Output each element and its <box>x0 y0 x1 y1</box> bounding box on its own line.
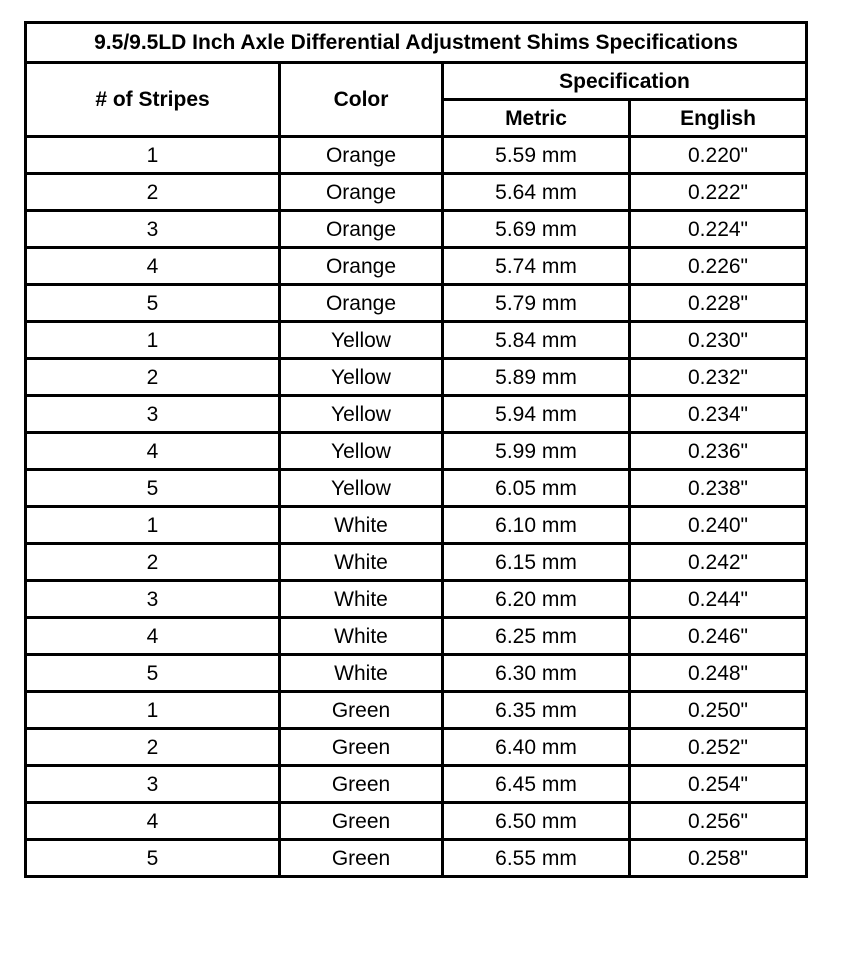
cell-english: 0.254" <box>630 766 807 803</box>
cell-color: White <box>280 655 443 692</box>
cell-stripes: 5 <box>26 285 280 322</box>
cell-color: Green <box>280 692 443 729</box>
table-row <box>26 581 807 618</box>
table-row <box>26 248 807 285</box>
cell-color: Green <box>280 803 443 840</box>
cell-color: Orange <box>280 248 443 285</box>
cell-stripes: 3 <box>26 766 280 803</box>
cell-metric: 5.94 mm <box>443 396 630 433</box>
cell-color: Orange <box>280 174 443 211</box>
cell-stripes: 1 <box>26 507 280 544</box>
cell-english: 0.242" <box>630 544 807 581</box>
cell-stripes: 4 <box>26 433 280 470</box>
cell-english: 0.240" <box>630 507 807 544</box>
cell-stripes: 2 <box>26 174 280 211</box>
cell-stripes: 3 <box>26 581 280 618</box>
cell-metric: 6.30 mm <box>443 655 630 692</box>
cell-metric: 5.69 mm <box>443 211 630 248</box>
table-row <box>26 433 807 470</box>
cell-metric: 6.40 mm <box>443 729 630 766</box>
cell-english: 0.248" <box>630 655 807 692</box>
cell-english: 0.222" <box>630 174 807 211</box>
cell-color: Yellow <box>280 433 443 470</box>
table-row <box>26 285 807 322</box>
cell-color: White <box>280 618 443 655</box>
table-row <box>26 507 807 544</box>
cell-stripes: 1 <box>26 137 280 174</box>
cell-english: 0.246" <box>630 618 807 655</box>
cell-english: 0.230" <box>630 322 807 359</box>
cell-color: Orange <box>280 137 443 174</box>
cell-stripes: 4 <box>26 618 280 655</box>
cell-english: 0.226" <box>630 248 807 285</box>
cell-color: Green <box>280 840 443 877</box>
cell-metric: 5.99 mm <box>443 433 630 470</box>
table-title: 9.5/9.5LD Inch Axle Differential Adjustment Shims Specifications <box>26 23 807 63</box>
cell-metric: 6.50 mm <box>443 803 630 840</box>
cell-color: Yellow <box>280 322 443 359</box>
table-row <box>26 840 807 877</box>
table-row <box>26 766 807 803</box>
cell-english: 0.244" <box>630 581 807 618</box>
cell-stripes: 5 <box>26 470 280 507</box>
cell-color: Green <box>280 766 443 803</box>
table-row <box>26 137 807 174</box>
table-row <box>26 359 807 396</box>
cell-color: White <box>280 544 443 581</box>
table-row <box>26 322 807 359</box>
cell-color: Yellow <box>280 359 443 396</box>
header-color: Color <box>280 63 443 137</box>
table-row <box>26 729 807 766</box>
cell-metric: 6.55 mm <box>443 840 630 877</box>
cell-color: Yellow <box>280 470 443 507</box>
cell-metric: 6.05 mm <box>443 470 630 507</box>
cell-english: 0.238" <box>630 470 807 507</box>
cell-metric: 6.10 mm <box>443 507 630 544</box>
cell-color: White <box>280 507 443 544</box>
cell-english: 0.224" <box>630 211 807 248</box>
cell-stripes: 1 <box>26 692 280 729</box>
cell-stripes: 4 <box>26 803 280 840</box>
table-body <box>26 137 807 877</box>
cell-english: 0.236" <box>630 433 807 470</box>
shim-spec-table <box>24 21 808 878</box>
cell-metric: 5.59 mm <box>443 137 630 174</box>
header-stripes: # of Stripes <box>26 63 280 137</box>
cell-metric: 5.74 mm <box>443 248 630 285</box>
header-english: English <box>630 100 807 137</box>
table-row <box>26 618 807 655</box>
cell-stripes: 3 <box>26 396 280 433</box>
cell-metric: 5.84 mm <box>443 322 630 359</box>
header-metric: Metric <box>443 100 630 137</box>
cell-english: 0.250" <box>630 692 807 729</box>
cell-color: Yellow <box>280 396 443 433</box>
cell-stripes: 2 <box>26 729 280 766</box>
cell-color: Green <box>280 729 443 766</box>
cell-english: 0.256" <box>630 803 807 840</box>
header-specification: Specification <box>443 63 807 100</box>
cell-stripes: 1 <box>26 322 280 359</box>
cell-stripes: 5 <box>26 840 280 877</box>
cell-english: 0.228" <box>630 285 807 322</box>
cell-stripes: 3 <box>26 211 280 248</box>
cell-metric: 5.79 mm <box>443 285 630 322</box>
cell-english: 0.258" <box>630 840 807 877</box>
cell-color: Orange <box>280 285 443 322</box>
cell-color: White <box>280 581 443 618</box>
cell-english: 0.220" <box>630 137 807 174</box>
table-row <box>26 470 807 507</box>
table-row <box>26 396 807 433</box>
cell-metric: 6.45 mm <box>443 766 630 803</box>
table-row <box>26 174 807 211</box>
cell-english: 0.252" <box>630 729 807 766</box>
cell-metric: 6.25 mm <box>443 618 630 655</box>
cell-metric: 6.15 mm <box>443 544 630 581</box>
cell-english: 0.232" <box>630 359 807 396</box>
cell-stripes: 2 <box>26 359 280 396</box>
table-row <box>26 692 807 729</box>
table-row <box>26 655 807 692</box>
table-row <box>26 544 807 581</box>
cell-metric: 6.35 mm <box>443 692 630 729</box>
cell-stripes: 2 <box>26 544 280 581</box>
table-row <box>26 211 807 248</box>
cell-metric: 5.89 mm <box>443 359 630 396</box>
cell-stripes: 4 <box>26 248 280 285</box>
cell-english: 0.234" <box>630 396 807 433</box>
cell-metric: 5.64 mm <box>443 174 630 211</box>
cell-color: Orange <box>280 211 443 248</box>
cell-stripes: 5 <box>26 655 280 692</box>
cell-metric: 6.20 mm <box>443 581 630 618</box>
table-row <box>26 803 807 840</box>
